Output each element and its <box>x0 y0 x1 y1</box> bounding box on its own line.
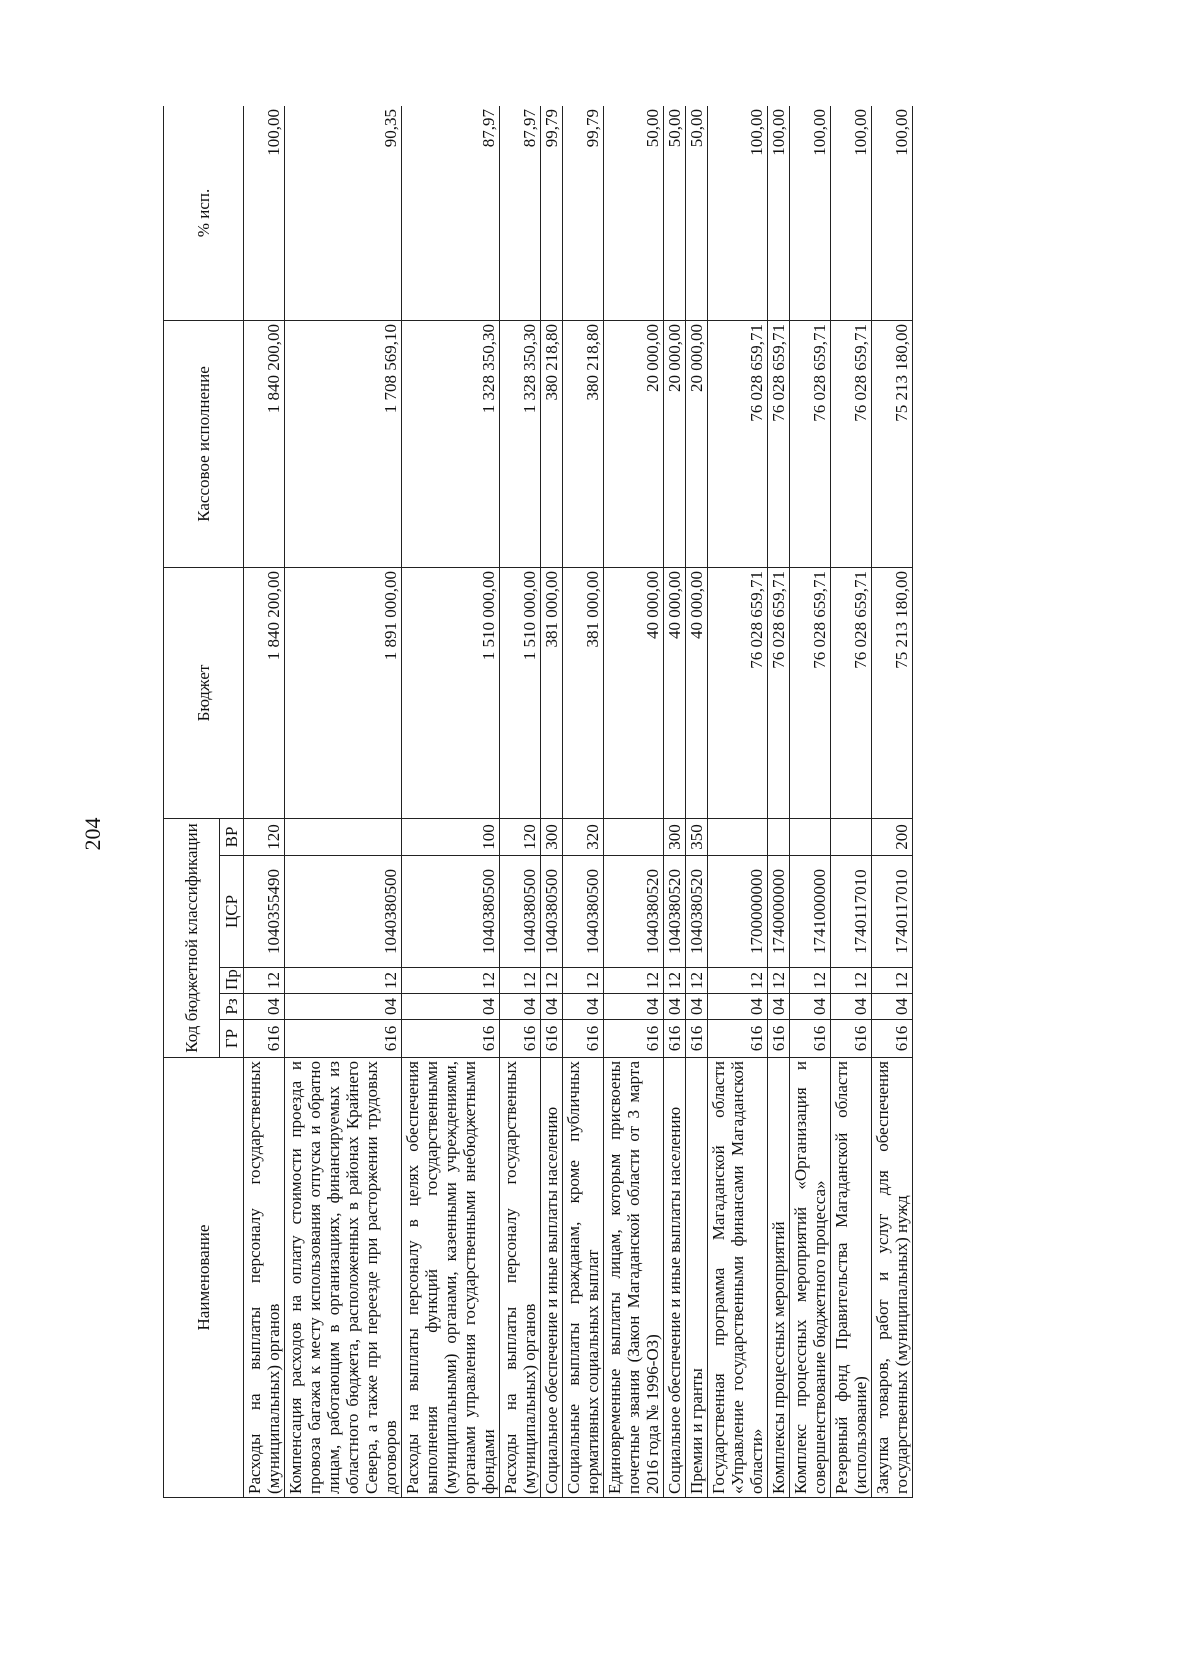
table-row <box>708 106 768 1498</box>
cell-pr: 12 <box>664 968 686 994</box>
header-budget: Бюджет <box>164 567 244 818</box>
cell-name: Закупка товаров, работ и услуг для обеспечения государственных (муниципальных) нужд <box>872 1058 913 1498</box>
cell-budget: 76 028 659,71 <box>768 567 790 818</box>
cell-budget: 76 028 659,71 <box>790 567 831 818</box>
cell-gr: 616 <box>664 1020 686 1058</box>
cell-gr: 616 <box>244 1020 285 1058</box>
cell-vr: 120 <box>500 818 541 855</box>
cell-gr: 616 <box>402 1020 500 1058</box>
cell-vr <box>790 818 831 855</box>
cell-gr: 616 <box>790 1020 831 1058</box>
cell-percent: 100,00 <box>708 106 768 320</box>
cell-percent: 99,79 <box>563 106 604 320</box>
cell-csr: 1040380500 <box>402 856 500 968</box>
cell-name: Расходы на выплаты персоналу в целях обеспечения выполнения функций государственными (муниципальными) органами, казенными учреждениями, органами управления государственными внебюджетными фондами <box>402 1058 500 1498</box>
cell-gr: 616 <box>563 1020 604 1058</box>
cell-name: Премии и гранты <box>686 1058 708 1498</box>
cell-cash-execution: 1 840 200,00 <box>244 320 285 567</box>
cell-name: Компенсация расходов на оплату стоимости проезда и провоза багажа к месту использования отпуска и обратно лицам, работающим в организациях, финансируемых из областного бюджета, расположенных в районах Крайнего Севера, а также при переезде при расторжении трудовых договоров <box>285 1058 402 1498</box>
cell-budget: 76 028 659,71 <box>708 567 768 818</box>
cell-cash-execution: 380 218,80 <box>541 320 563 567</box>
cell-percent: 100,00 <box>831 106 872 320</box>
cell-rz: 04 <box>790 994 831 1020</box>
page-number: 204 <box>80 817 105 851</box>
cell-cash-execution: 20 000,00 <box>664 320 686 567</box>
cell-vr: 100 <box>402 818 500 855</box>
header-name: Наименование <box>164 1058 244 1498</box>
cell-vr <box>831 818 872 855</box>
cell-cash-execution: 1 708 569,10 <box>285 320 402 567</box>
cell-pr: 12 <box>872 968 913 994</box>
cell-csr: 1740117010 <box>831 856 872 968</box>
cell-cash-execution: 20 000,00 <box>604 320 664 567</box>
cell-pr: 12 <box>790 968 831 994</box>
cell-vr: 300 <box>541 818 563 855</box>
cell-csr: 1040355490 <box>244 856 285 968</box>
cell-percent: 50,00 <box>686 106 708 320</box>
cell-pr: 12 <box>686 968 708 994</box>
cell-rz: 04 <box>686 994 708 1020</box>
cell-budget: 381 000,00 <box>541 567 563 818</box>
cell-vr: 120 <box>244 818 285 855</box>
cell-pr: 12 <box>604 968 664 994</box>
cell-rz: 04 <box>768 994 790 1020</box>
cell-name: Расходы на выплаты персоналу государственных (муниципальных) органов <box>500 1058 541 1498</box>
cell-budget: 1 891 000,00 <box>285 567 402 818</box>
table-row <box>604 106 664 1498</box>
cell-csr: 1741000000 <box>790 856 831 968</box>
cell-rz: 04 <box>541 994 563 1020</box>
table-row <box>285 106 402 1498</box>
cell-gr: 616 <box>831 1020 872 1058</box>
cell-gr: 616 <box>500 1020 541 1058</box>
cell-pr: 12 <box>708 968 768 994</box>
cell-csr: 1040380500 <box>285 856 402 968</box>
cell-rz: 04 <box>402 994 500 1020</box>
cell-vr <box>285 818 402 855</box>
table-row <box>664 106 686 1498</box>
cell-csr: 1740117010 <box>872 856 913 968</box>
cell-pr: 12 <box>768 968 790 994</box>
table-row <box>768 106 790 1498</box>
cell-rz: 04 <box>563 994 604 1020</box>
cell-budget: 40 000,00 <box>604 567 664 818</box>
cell-rz: 04 <box>244 994 285 1020</box>
cell-name: Комплексы процессных мероприятий <box>768 1058 790 1498</box>
cell-rz: 04 <box>664 994 686 1020</box>
cell-cash-execution: 76 028 659,71 <box>768 320 790 567</box>
cell-budget: 1 510 000,00 <box>500 567 541 818</box>
cell-pr: 12 <box>541 968 563 994</box>
cell-gr: 616 <box>285 1020 402 1058</box>
budget-table-container <box>163 106 1083 1498</box>
cell-gr: 616 <box>872 1020 913 1058</box>
cell-percent: 100,00 <box>768 106 790 320</box>
cell-cash-execution: 76 028 659,71 <box>790 320 831 567</box>
cell-vr: 300 <box>664 818 686 855</box>
cell-percent: 87,97 <box>402 106 500 320</box>
cell-cash-execution: 20 000,00 <box>686 320 708 567</box>
cell-name: Резервный фонд Правительства Магаданской области (использование) <box>831 1058 872 1498</box>
cell-budget: 1 510 000,00 <box>402 567 500 818</box>
cell-csr: 1040380520 <box>604 856 664 968</box>
cell-name: Единовременные выплаты лицам, которым присвоены почетные звания (Закон Магаданской области от 3 марта 2016 года № 1996-ОЗ) <box>604 1058 664 1498</box>
cell-name: Социальное обеспечение и иные выплаты населению <box>541 1058 563 1498</box>
cell-percent: 50,00 <box>604 106 664 320</box>
cell-gr: 616 <box>768 1020 790 1058</box>
cell-rz: 04 <box>708 994 768 1020</box>
cell-pr: 12 <box>244 968 285 994</box>
cell-cash-execution: 380 218,80 <box>563 320 604 567</box>
cell-csr: 1040380500 <box>541 856 563 968</box>
cell-rz: 04 <box>831 994 872 1020</box>
cell-budget: 40 000,00 <box>686 567 708 818</box>
cell-gr: 616 <box>541 1020 563 1058</box>
cell-rz: 04 <box>285 994 402 1020</box>
cell-csr: 1700000000 <box>708 856 768 968</box>
header-csr: ЦСР <box>220 856 244 968</box>
cell-cash-execution: 1 328 350,30 <box>402 320 500 567</box>
table-row <box>872 106 913 1498</box>
cell-name: Социальное обеспечение и иные выплаты населению <box>664 1058 686 1498</box>
cell-percent: 100,00 <box>790 106 831 320</box>
cell-cash-execution: 76 028 659,71 <box>708 320 768 567</box>
cell-budget: 40 000,00 <box>664 567 686 818</box>
table-row <box>831 106 872 1498</box>
cell-vr <box>768 818 790 855</box>
cell-percent: 100,00 <box>872 106 913 320</box>
table-row <box>244 106 285 1498</box>
cell-cash-execution: 76 028 659,71 <box>831 320 872 567</box>
cell-vr: 200 <box>872 818 913 855</box>
cell-percent: 100,00 <box>244 106 285 320</box>
cell-csr: 1040380520 <box>686 856 708 968</box>
table-row <box>500 106 541 1498</box>
budget-execution-table <box>163 106 913 1498</box>
table-row <box>541 106 563 1498</box>
cell-vr <box>604 818 664 855</box>
cell-name: Расходы на выплаты персоналу государственных (муниципальных) органов <box>244 1058 285 1498</box>
cell-csr: 1040380500 <box>500 856 541 968</box>
cell-percent: 50,00 <box>664 106 686 320</box>
header-pr: Пр <box>220 968 244 994</box>
cell-percent: 90,35 <box>285 106 402 320</box>
cell-pr: 12 <box>831 968 872 994</box>
header-rz: Рз <box>220 994 244 1020</box>
cell-vr <box>708 818 768 855</box>
cell-budget: 76 028 659,71 <box>831 567 872 818</box>
cell-csr: 1040380520 <box>664 856 686 968</box>
table-row <box>563 106 604 1498</box>
cell-pr: 12 <box>500 968 541 994</box>
header-vr: ВР <box>220 818 244 855</box>
header-code-group: Код бюджетной классификации <box>164 818 220 1057</box>
cell-cash-execution: 1 328 350,30 <box>500 320 541 567</box>
cell-rz: 04 <box>604 994 664 1020</box>
cell-budget: 381 000,00 <box>563 567 604 818</box>
header-percent: % исп. <box>164 106 244 320</box>
cell-name: Комплекс процессных мероприятий «Организация и совершенствование бюджетного процесса» <box>790 1058 831 1498</box>
cell-name: Государственная программа Магаданской области «Управление государственными финансами Магаданской области» <box>708 1058 768 1498</box>
cell-pr: 12 <box>402 968 500 994</box>
cell-gr: 616 <box>604 1020 664 1058</box>
cell-csr: 1740000000 <box>768 856 790 968</box>
cell-cash-execution: 75 213 180,00 <box>872 320 913 567</box>
table-header <box>164 106 244 1498</box>
table-row <box>686 106 708 1498</box>
cell-pr: 12 <box>563 968 604 994</box>
table-row <box>402 106 500 1498</box>
cell-percent: 87,97 <box>500 106 541 320</box>
header-cash-execution: Кассовое исполнение <box>164 320 244 567</box>
cell-pr: 12 <box>285 968 402 994</box>
cell-name: Социальные выплаты гражданам, кроме публичных нормативных социальных выплат <box>563 1058 604 1498</box>
cell-vr: 320 <box>563 818 604 855</box>
cell-budget: 75 213 180,00 <box>872 567 913 818</box>
table-row <box>790 106 831 1498</box>
header-gr: ГР <box>220 1020 244 1058</box>
cell-rz: 04 <box>872 994 913 1020</box>
cell-vr: 350 <box>686 818 708 855</box>
cell-gr: 616 <box>686 1020 708 1058</box>
cell-percent: 99,79 <box>541 106 563 320</box>
cell-gr: 616 <box>708 1020 768 1058</box>
cell-budget: 1 840 200,00 <box>244 567 285 818</box>
cell-rz: 04 <box>500 994 541 1020</box>
cell-csr: 1040380500 <box>563 856 604 968</box>
rotated-page-content <box>163 106 1083 1498</box>
table-body <box>244 106 913 1498</box>
